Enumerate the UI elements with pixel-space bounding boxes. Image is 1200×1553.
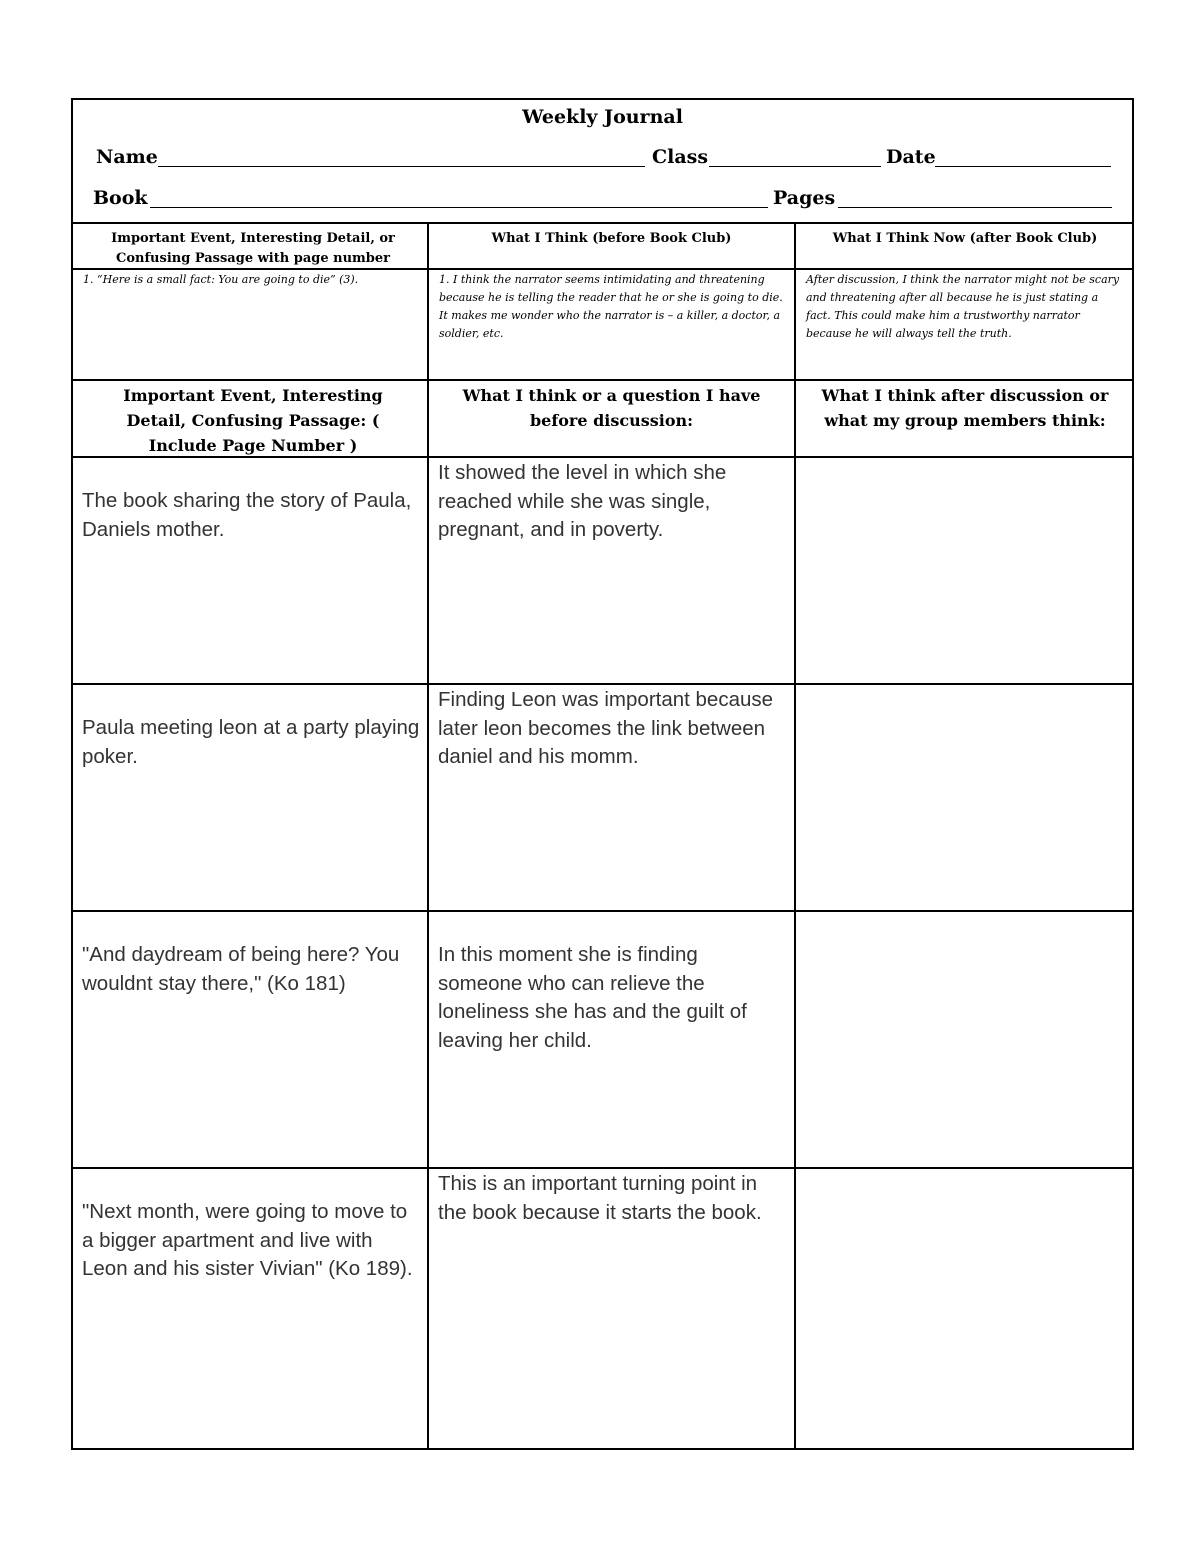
class-field[interactable] — [709, 166, 881, 167]
row-3-after[interactable] — [799, 913, 1130, 1163]
row-4-before[interactable]: This is an important turning point in the book because it starts the book. — [438, 1172, 762, 1224]
row-divider — [73, 910, 1132, 912]
journal-table — [71, 98, 1134, 1450]
row-3-event[interactable]: "And daydream of being here? You wouldnt stay there," (Ko 181) — [82, 943, 400, 995]
example-header-before: What I Think (before Book Club) — [491, 231, 732, 246]
row-1-after[interactable] — [799, 459, 1130, 679]
pages-field[interactable] — [838, 207, 1112, 208]
example-after: After discussion, I think the narrator might not be scary and threatening after all because he is just stating a fact. This could make him a trustworthy narrator because he will always tell the truth. — [806, 273, 1120, 340]
row-2-event[interactable]: Paula meeting leon at a party playing poker. — [82, 716, 420, 768]
column-header-before: What I think or a question I have before discussion: — [462, 386, 761, 430]
row-1-event[interactable]: The book sharing the story of Paula, Daniels mother. — [82, 489, 412, 541]
example-header-event: Important Event, Interesting Detail, or Confusing Passage with page number — [111, 231, 395, 266]
row-3-before[interactable]: In this moment she is finding someone who can relieve the loneliness she has and the guilt of leaving her child. — [438, 943, 747, 1052]
column-header-after: What I think after discussion or what my group members think: — [821, 386, 1109, 430]
row-divider — [73, 379, 1132, 381]
date-field[interactable] — [935, 166, 1111, 167]
row-divider — [73, 1167, 1132, 1169]
book-field[interactable] — [150, 207, 768, 208]
row-2-before[interactable]: Finding Leon was important because later leon becomes the link between daniel and his momm. — [438, 688, 774, 768]
row-divider — [73, 683, 1132, 685]
journal-header — [73, 100, 1132, 224]
example-before: 1. I think the narrator seems intimidating and threatening because he is telling the reader that he or she is going to die. It makes me wonder who the narrator is – a killer, a doctor, a soldier, etc. — [439, 273, 783, 340]
row-4-after[interactable] — [799, 1170, 1130, 1445]
pages-label: Pages — [773, 187, 836, 209]
column-divider — [427, 224, 429, 1448]
name-field[interactable] — [158, 166, 645, 167]
page-title: Weekly Journal — [522, 106, 683, 128]
book-label: Book — [93, 187, 148, 209]
row-4-event[interactable]: "Next month, were going to move to a bigger apartment and live with Leon and his sister Vivian" (Ko 189). — [82, 1200, 413, 1280]
row-2-after[interactable] — [799, 686, 1130, 906]
example-event: 1. “Here is a small fact: You are going to die” (3). — [83, 273, 359, 286]
example-header-after: What I Think Now (after Book Club) — [832, 231, 1098, 246]
date-label: Date — [886, 146, 936, 168]
column-header-event: Important Event, Interesting Detail, Confusing Passage: ( Include Page Number ) — [123, 386, 383, 455]
class-label: Class — [652, 146, 709, 168]
row-1-before[interactable]: It showed the level in which she reached while she was single, pregnant, and in poverty. — [438, 461, 727, 541]
column-divider — [794, 224, 796, 1448]
name-label: Name — [96, 146, 158, 168]
